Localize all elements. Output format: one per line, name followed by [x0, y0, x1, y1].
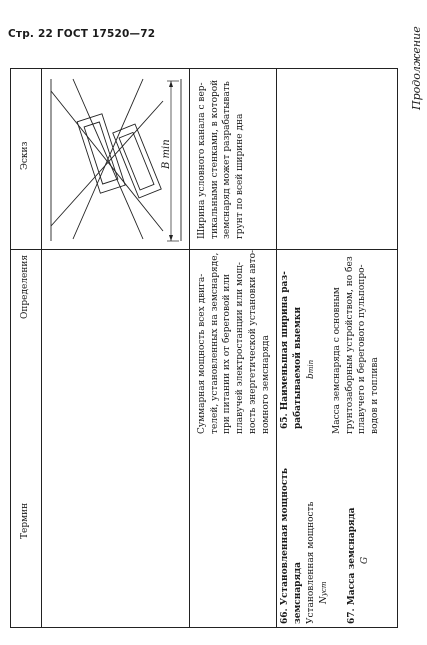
term-65-title: 65. Наименьшая ширина раз- — [280, 271, 290, 429]
term-67 — [346, 508, 372, 624]
term-65-symbol: bmin — [306, 359, 316, 379]
header-column-divider — [41, 69, 42, 627]
term-66-title: 66. Установленная мощность — [280, 467, 290, 624]
column-divider-term-def — [189, 69, 190, 627]
term-66-symbol: Nуст — [319, 581, 329, 604]
term-65-title-cont: рабатываемой выемки — [293, 307, 303, 429]
term-66-title-cont: земснаряда — [293, 562, 303, 624]
column-header-sketch: Эскиз — [20, 141, 30, 170]
term-67-title: 67. Масса земснаряда — [347, 507, 357, 624]
definition-67: Масса земснаряда с основным грунтозаборным устройством, но без плавучего и берегового пульпопро- водов и топлива — [332, 256, 381, 434]
terms-table — [10, 68, 398, 628]
column-header-term: Термин — [20, 502, 30, 539]
sketch-dimension-label: B min — [161, 139, 172, 169]
term-66 — [279, 468, 331, 624]
term-65 — [279, 271, 318, 429]
continuation-label: Продолжение — [410, 26, 423, 110]
page-header: Стр. 22 ГОСТ 17520—72 — [8, 28, 156, 40]
term-66-alt: Установленная мощность — [306, 501, 316, 624]
column-header-definition: Определения — [20, 254, 30, 319]
column-divider-def-sketch — [276, 69, 277, 627]
definition-66: Суммарная мощность всех двига- телей, установленных на земснаряде, при питании их от береговой или плавучей электростанции или мощ- ность энергетической установки авто- номного земснаряда — [197, 249, 271, 434]
term-67-symbol: G — [360, 556, 370, 564]
definition-65: Ширина условного канала с вер- тикальными стенками, в которой земснаряд может разрабатывать грунт по всей ширине дна — [197, 79, 246, 239]
